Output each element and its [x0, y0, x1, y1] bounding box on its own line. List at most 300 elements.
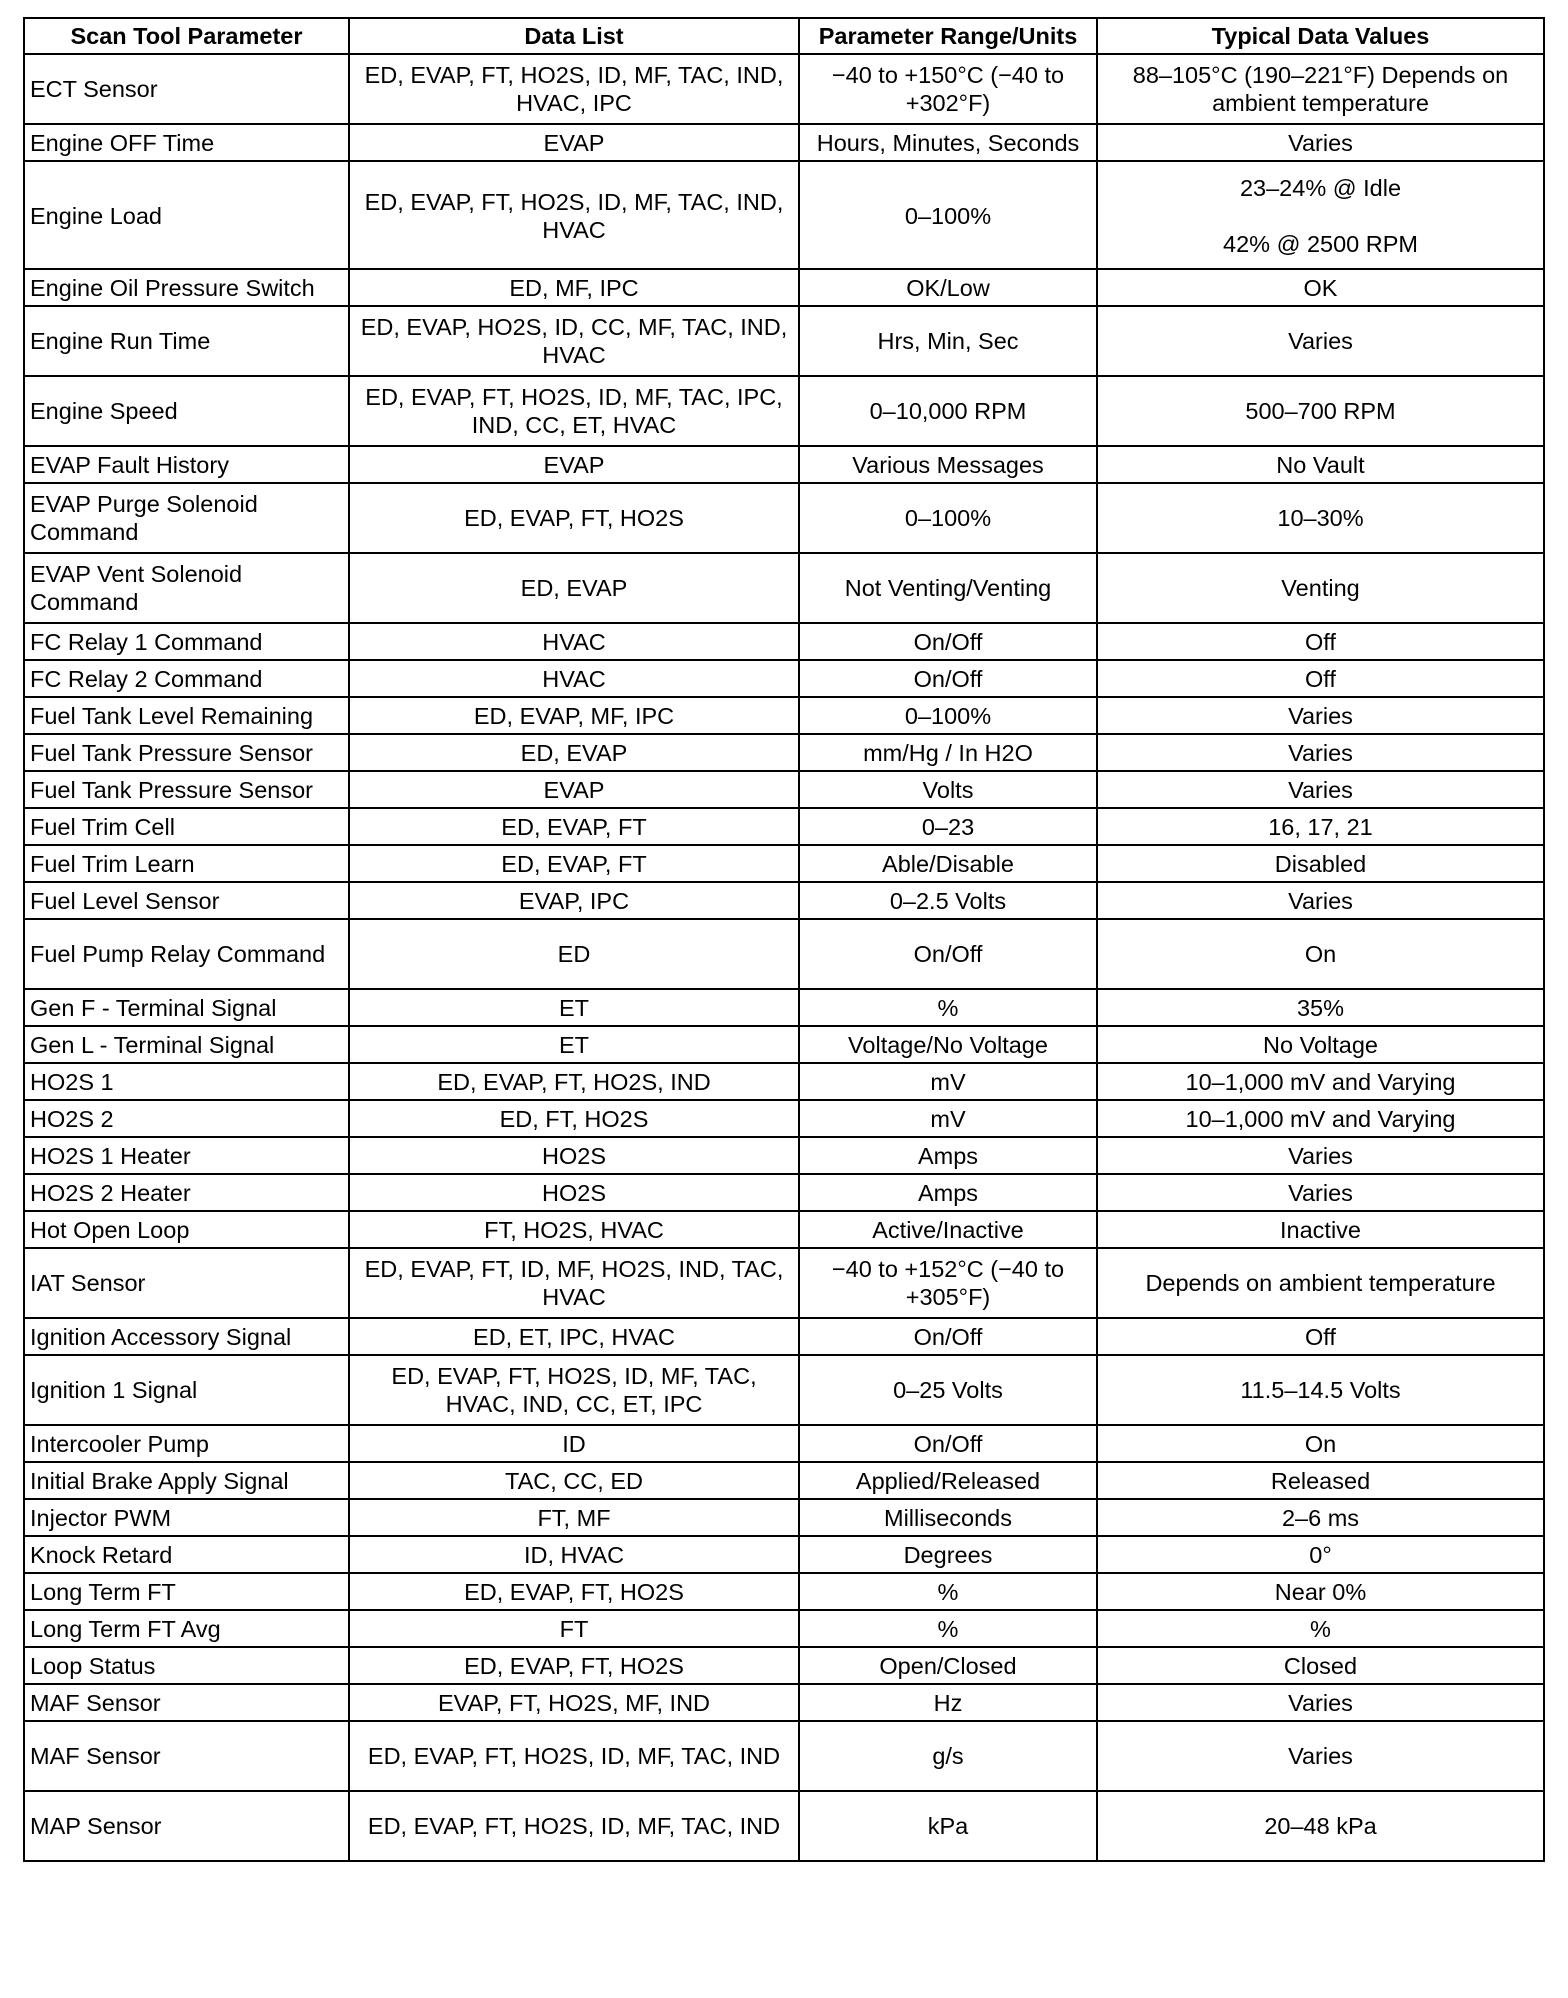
cell-parameter-range-units-text: Applied/Released — [855, 1467, 1041, 1494]
cell-parameter-range-units — [799, 1063, 1097, 1100]
cell-parameter-range-units-text: Milliseconds — [884, 1504, 1012, 1531]
cell-data-list — [349, 376, 799, 446]
cell-typical-data-values-text: OK — [1303, 274, 1338, 301]
cell-data-list-text: FT, HO2S, HVAC — [484, 1216, 664, 1243]
cell-data-list-text: ED, EVAP, FT, HO2S, ID, MF, TAC, IND, HVAC, IPC — [364, 62, 784, 116]
cell-typical-data-values — [1097, 989, 1544, 1026]
cell-data-list — [349, 1355, 799, 1425]
cell-data-list-text: ED, EVAP, FT, HO2S, ID, MF, TAC, IND, HVAC — [364, 188, 784, 243]
cell-typical-data-values — [1097, 1721, 1544, 1791]
table-row — [24, 483, 1544, 553]
cell-parameter-range-units — [799, 1791, 1097, 1861]
cell-scan-tool-parameter — [24, 376, 349, 446]
cell-typical-data-values-text: 500–700 RPM — [1245, 398, 1396, 424]
table-row — [24, 54, 1544, 124]
cell-parameter-range-units-text: 0–10,000 RPM — [869, 398, 1027, 424]
cell-parameter-range-units-text: Volts — [922, 776, 974, 803]
cell-typical-data-values-text: Varies — [1288, 1179, 1353, 1206]
cell-scan-tool-parameter — [24, 1355, 349, 1425]
cell-scan-tool-parameter-text: MAF Sensor — [30, 1743, 161, 1769]
cell-data-list-text: ED, EVAP, FT, HO2S — [464, 1652, 684, 1679]
cell-data-list — [349, 1499, 799, 1536]
cell-data-list-text: EVAP — [543, 451, 605, 478]
cell-parameter-range-units — [799, 1610, 1097, 1647]
cell-scan-tool-parameter — [24, 1211, 349, 1248]
cell-scan-tool-parameter — [24, 1647, 349, 1684]
cell-typical-data-values-text: 10–1,000 mV and Varying — [1185, 1105, 1456, 1132]
cell-typical-data-values — [1097, 1026, 1544, 1063]
cell-parameter-range-units — [799, 771, 1097, 808]
table-row — [24, 269, 1544, 306]
cell-data-list — [349, 1684, 799, 1721]
cell-scan-tool-parameter-text: Engine Oil Pressure Switch — [30, 274, 315, 301]
table-row — [24, 1647, 1544, 1684]
cell-parameter-range-units — [799, 1211, 1097, 1248]
cell-parameter-range-units — [799, 1721, 1097, 1791]
cell-parameter-range-units-text: 0–2.5 Volts — [889, 887, 1007, 914]
cell-typical-data-values-text: Off — [1305, 628, 1336, 655]
cell-data-list-text: ED, FT, HO2S — [499, 1105, 649, 1132]
cell-typical-data-values — [1097, 306, 1544, 376]
table-row — [24, 1174, 1544, 1211]
cell-scan-tool-parameter-text: Fuel Pump Relay Command — [30, 941, 326, 967]
cell-parameter-range-units — [799, 124, 1097, 161]
cell-data-list-text: EVAP, IPC — [518, 887, 630, 914]
cell-parameter-range-units — [799, 845, 1097, 882]
table-row — [24, 734, 1544, 771]
cell-scan-tool-parameter — [24, 734, 349, 771]
cell-scan-tool-parameter — [24, 553, 349, 623]
table-row — [24, 1536, 1544, 1573]
cell-typical-data-values — [1097, 1425, 1544, 1462]
cell-typical-data-values — [1097, 1211, 1544, 1248]
table-row — [24, 697, 1544, 734]
cell-typical-data-values-text: No Vault — [1276, 451, 1365, 478]
cell-typical-data-values — [1097, 1063, 1544, 1100]
cell-typical-data-values-text: Disabled — [1274, 850, 1367, 877]
cell-scan-tool-parameter-text: HO2S 2 Heater — [30, 1179, 191, 1206]
table-row — [24, 1791, 1544, 1861]
cell-typical-data-values-text: 2–6 ms — [1281, 1504, 1360, 1531]
cell-parameter-range-units-text: % — [937, 994, 959, 1021]
cell-scan-tool-parameter — [24, 1536, 349, 1573]
cell-scan-tool-parameter — [24, 697, 349, 734]
cell-data-list — [349, 1137, 799, 1174]
cell-scan-tool-parameter — [24, 306, 349, 376]
cell-typical-data-values — [1097, 919, 1544, 989]
cell-data-list — [349, 1100, 799, 1137]
cell-typical-data-values — [1097, 1573, 1544, 1610]
cell-data-list — [349, 734, 799, 771]
cell-typical-data-values — [1097, 1791, 1544, 1861]
cell-data-list-text: ET — [558, 994, 590, 1021]
cell-typical-data-values-text: 35% — [1296, 994, 1345, 1021]
cell-typical-data-values — [1097, 808, 1544, 845]
cell-parameter-range-units — [799, 1425, 1097, 1462]
cell-parameter-range-units — [799, 1137, 1097, 1174]
cell-typical-data-values — [1097, 161, 1544, 269]
cell-parameter-range-units — [799, 483, 1097, 553]
table-row — [24, 845, 1544, 882]
cell-data-list-text: ED, EVAP, FT, HO2S — [464, 1578, 684, 1605]
cell-typical-data-values-text: 11.5–14.5 Volts — [1240, 1377, 1401, 1403]
cell-scan-tool-parameter — [24, 1573, 349, 1610]
cell-data-list-text: HO2S — [542, 1179, 606, 1206]
cell-scan-tool-parameter — [24, 54, 349, 124]
table-row — [24, 1248, 1544, 1318]
cell-data-list — [349, 1610, 799, 1647]
cell-parameter-range-units — [799, 553, 1097, 623]
cell-scan-tool-parameter — [24, 1318, 349, 1355]
cell-typical-data-values — [1097, 1355, 1544, 1425]
cell-typical-data-values-text: 88–105°C (190–221°F) Depends on ambient temperature — [1132, 62, 1509, 116]
cell-scan-tool-parameter-text: Loop Status — [30, 1652, 156, 1679]
cell-data-list-text: TAC, CC, ED — [505, 1467, 643, 1494]
cell-parameter-range-units-text: OK/Low — [906, 274, 990, 301]
cell-parameter-range-units-text: 0–100% — [904, 505, 992, 531]
cell-typical-data-values-text: Venting — [1281, 575, 1360, 601]
cell-scan-tool-parameter-text: Fuel Trim Cell — [30, 813, 175, 840]
cell-scan-tool-parameter — [24, 1462, 349, 1499]
table-row — [24, 1137, 1544, 1174]
cell-data-list — [349, 1462, 799, 1499]
cell-scan-tool-parameter — [24, 882, 349, 919]
table-row — [24, 808, 1544, 845]
cell-scan-tool-parameter — [24, 623, 349, 660]
cell-scan-tool-parameter-text: Engine Speed — [30, 398, 178, 424]
cell-scan-tool-parameter — [24, 660, 349, 697]
table-row — [24, 1684, 1544, 1721]
cell-parameter-range-units-text: % — [937, 1578, 959, 1605]
cell-parameter-range-units — [799, 1684, 1097, 1721]
cell-data-list — [349, 1174, 799, 1211]
cell-parameter-range-units-text: Amps — [917, 1142, 979, 1169]
cell-scan-tool-parameter-text: Hot Open Loop — [30, 1216, 190, 1243]
cell-data-list — [349, 1318, 799, 1355]
cell-data-list-text: ID — [562, 1430, 586, 1457]
cell-data-list — [349, 124, 799, 161]
cell-parameter-range-units-text: Voltage/No Voltage — [848, 1031, 1048, 1058]
cell-parameter-range-units — [799, 808, 1097, 845]
cell-typical-data-values-text: 16, 17, 21 — [1268, 813, 1373, 840]
cell-data-list — [349, 1026, 799, 1063]
table-row — [24, 882, 1544, 919]
cell-parameter-range-units-text: On/Off — [913, 1430, 983, 1457]
cell-data-list — [349, 446, 799, 483]
cell-scan-tool-parameter-text: Gen L - Terminal Signal — [30, 1031, 275, 1058]
cell-typical-data-values-text: Inactive — [1280, 1216, 1361, 1243]
cell-scan-tool-parameter — [24, 1425, 349, 1462]
cell-parameter-range-units-text: Able/Disable — [882, 850, 1014, 877]
cell-parameter-range-units — [799, 1573, 1097, 1610]
cell-scan-tool-parameter — [24, 808, 349, 845]
cell-data-list — [349, 1063, 799, 1100]
cell-data-list — [349, 1536, 799, 1573]
cell-data-list-text: EVAP — [543, 129, 605, 156]
cell-scan-tool-parameter-text: HO2S 1 Heater — [30, 1142, 191, 1169]
cell-data-list — [349, 483, 799, 553]
cell-scan-tool-parameter-text: Long Term FT Avg — [30, 1615, 221, 1642]
cell-data-list-text: ED — [557, 941, 591, 967]
cell-typical-data-values-text: Closed — [1283, 1652, 1358, 1679]
cell-scan-tool-parameter-text: Gen F - Terminal Signal — [30, 994, 277, 1021]
cell-parameter-range-units — [799, 446, 1097, 483]
cell-typical-data-values — [1097, 1318, 1544, 1355]
header-typical-data-values: Typical Data Values — [1097, 18, 1544, 54]
cell-parameter-range-units-text: g/s — [932, 1743, 964, 1769]
table-body — [24, 54, 1544, 1861]
cell-scan-tool-parameter — [24, 1499, 349, 1536]
cell-scan-tool-parameter-text: FC Relay 2 Command — [30, 665, 263, 692]
cell-parameter-range-units — [799, 376, 1097, 446]
cell-data-list — [349, 882, 799, 919]
cell-scan-tool-parameter — [24, 1063, 349, 1100]
table-row — [24, 161, 1544, 269]
cell-typical-data-values — [1097, 54, 1544, 124]
cell-typical-data-values — [1097, 553, 1544, 623]
cell-typical-data-values — [1097, 1100, 1544, 1137]
cell-typical-data-values — [1097, 1248, 1544, 1318]
cell-parameter-range-units-text: Hz — [933, 1689, 963, 1716]
cell-typical-data-values-text: Depends on ambient temperature — [1145, 1270, 1496, 1296]
table-row — [24, 306, 1544, 376]
cell-data-list-text: ID, HVAC — [523, 1541, 625, 1568]
table-row — [24, 1211, 1544, 1248]
cell-scan-tool-parameter-text: MAP Sensor — [30, 1813, 162, 1839]
cell-typical-data-values-text: On — [1304, 941, 1337, 967]
cell-scan-tool-parameter-text: Long Term FT — [30, 1578, 176, 1605]
cell-parameter-range-units-text: mV — [930, 1068, 966, 1095]
cell-data-list-text: ED, EVAP, MF, IPC — [473, 702, 675, 729]
cell-parameter-range-units-text: % — [937, 1615, 959, 1642]
cell-scan-tool-parameter-text: Engine OFF Time — [30, 129, 215, 156]
table-row — [24, 1063, 1544, 1100]
cell-data-list — [349, 623, 799, 660]
cell-parameter-range-units — [799, 1318, 1097, 1355]
cell-data-list-text: ED, EVAP — [520, 575, 628, 601]
cell-parameter-range-units-text: Degrees — [903, 1541, 993, 1568]
table-row — [24, 124, 1544, 161]
cell-parameter-range-units — [799, 660, 1097, 697]
cell-scan-tool-parameter — [24, 919, 349, 989]
cell-typical-data-values-text: On — [1304, 1430, 1337, 1457]
cell-data-list — [349, 989, 799, 1026]
cell-parameter-range-units — [799, 1026, 1097, 1063]
cell-scan-tool-parameter-text: HO2S 2 — [30, 1105, 114, 1132]
cell-scan-tool-parameter — [24, 124, 349, 161]
cell-scan-tool-parameter — [24, 1721, 349, 1791]
cell-typical-data-values — [1097, 1536, 1544, 1573]
cell-typical-data-values-text: Varies — [1288, 1142, 1353, 1169]
table-row — [24, 1355, 1544, 1425]
cell-scan-tool-parameter — [24, 989, 349, 1026]
table-row — [24, 1462, 1544, 1499]
cell-data-list — [349, 54, 799, 124]
table-row — [24, 919, 1544, 989]
table-row — [24, 1026, 1544, 1063]
table-row — [24, 1425, 1544, 1462]
cell-typical-data-values — [1097, 269, 1544, 306]
cell-data-list-text: ED, EVAP, FT — [501, 850, 647, 877]
cell-scan-tool-parameter — [24, 483, 349, 553]
cell-typical-data-values — [1097, 1137, 1544, 1174]
cell-data-list-text: ED, MF, IPC — [509, 274, 639, 301]
cell-typical-data-values-text: Varies — [1288, 1743, 1353, 1769]
cell-typical-data-values-text: 20–48 kPa — [1264, 1813, 1377, 1839]
cell-data-list — [349, 1791, 799, 1861]
cell-parameter-range-units-text: −40 to +152°C (−40 to +305°F) — [831, 1256, 1065, 1310]
cell-data-list-text: EVAP — [543, 776, 605, 803]
cell-parameter-range-units — [799, 54, 1097, 124]
cell-scan-tool-parameter — [24, 446, 349, 483]
cell-typical-data-values-text: Varies — [1288, 776, 1353, 803]
cell-typical-data-values-text: Varies — [1288, 739, 1353, 766]
cell-data-list-text: HO2S — [542, 1142, 606, 1169]
table-row — [24, 660, 1544, 697]
cell-data-list-text: HVAC — [542, 628, 606, 655]
cell-scan-tool-parameter-text: Fuel Trim Learn — [30, 850, 195, 877]
header-scan-tool-parameter: Scan Tool Parameter — [24, 18, 349, 54]
cell-typical-data-values-text: Varies — [1288, 328, 1353, 354]
table-row — [24, 446, 1544, 483]
cell-typical-data-values — [1097, 1647, 1544, 1684]
cell-typical-data-values — [1097, 660, 1544, 697]
scan-tool-parameter-table — [23, 17, 1545, 1862]
cell-typical-data-values — [1097, 623, 1544, 660]
cell-data-list-text: EVAP, FT, HO2S, MF, IND — [437, 1689, 711, 1716]
cell-data-list-text: ED, ET, IPC, HVAC — [473, 1323, 675, 1350]
cell-typical-data-values — [1097, 771, 1544, 808]
cell-typical-data-values — [1097, 1610, 1544, 1647]
cell-scan-tool-parameter-text: Fuel Tank Level Remaining — [30, 702, 314, 729]
cell-typical-data-values — [1097, 376, 1544, 446]
cell-data-list-text: ED, EVAP, FT, HO2S, ID, MF, TAC, IND — [367, 1813, 781, 1839]
table-row — [24, 1499, 1544, 1536]
cell-data-list-text: FT — [559, 1615, 589, 1642]
cell-typical-data-values — [1097, 1174, 1544, 1211]
cell-scan-tool-parameter — [24, 1026, 349, 1063]
cell-parameter-range-units — [799, 1536, 1097, 1573]
cell-data-list-text: ED, EVAP, FT, HO2S — [464, 505, 684, 531]
cell-parameter-range-units — [799, 269, 1097, 306]
cell-data-list — [349, 269, 799, 306]
cell-typical-data-values — [1097, 1684, 1544, 1721]
cell-data-list — [349, 808, 799, 845]
cell-typical-data-values-text: Varies — [1288, 1689, 1353, 1716]
cell-parameter-range-units-text: 0–23 — [921, 813, 975, 840]
cell-typical-data-values-text: Varies — [1288, 129, 1353, 156]
cell-typical-data-values — [1097, 1499, 1544, 1536]
table-row — [24, 1100, 1544, 1137]
cell-data-list — [349, 161, 799, 269]
cell-scan-tool-parameter-text: EVAP Purge Solenoid Command — [30, 491, 258, 545]
cell-typical-data-values-text: 0° — [1309, 1541, 1332, 1568]
table-row — [24, 771, 1544, 808]
cell-scan-tool-parameter — [24, 1684, 349, 1721]
cell-data-list-text: ED, EVAP, FT — [501, 813, 647, 840]
cell-scan-tool-parameter — [24, 1174, 349, 1211]
cell-parameter-range-units — [799, 1174, 1097, 1211]
cell-typical-data-values-text: Varies — [1288, 702, 1353, 729]
cell-typical-data-values — [1097, 697, 1544, 734]
cell-data-list — [349, 697, 799, 734]
table-row — [24, 623, 1544, 660]
cell-data-list — [349, 1647, 799, 1684]
cell-parameter-range-units — [799, 882, 1097, 919]
cell-data-list-text: ED, EVAP, FT, HO2S, ID, MF, TAC, IND — [367, 1743, 781, 1769]
cell-scan-tool-parameter-text: HO2S 1 — [30, 1068, 114, 1095]
cell-data-list-text: ED, EVAP, FT, HO2S, IND — [437, 1068, 711, 1095]
cell-parameter-range-units-text: 0–25 Volts — [893, 1377, 1003, 1403]
cell-data-list — [349, 1425, 799, 1462]
cell-data-list — [349, 553, 799, 623]
cell-typical-data-values-text: 23–24% @ Idle 42% @ 2500 RPM — [1223, 174, 1418, 257]
cell-typical-data-values-text: Released — [1270, 1467, 1371, 1494]
cell-parameter-range-units-text: mm/Hg / In H2O — [863, 739, 1033, 766]
cell-parameter-range-units-text: 0–100% — [904, 702, 992, 729]
cell-parameter-range-units — [799, 1462, 1097, 1499]
cell-scan-tool-parameter-text: Ignition Accessory Signal — [30, 1323, 292, 1350]
cell-typical-data-values-text: Off — [1305, 1323, 1336, 1350]
cell-parameter-range-units — [799, 697, 1097, 734]
table-row — [24, 1721, 1544, 1791]
cell-parameter-range-units-text: On/Off — [913, 1323, 983, 1350]
cell-typical-data-values — [1097, 124, 1544, 161]
cell-parameter-range-units-text: On/Off — [913, 628, 983, 655]
header-data-list: Data List — [349, 18, 799, 54]
cell-parameter-range-units — [799, 623, 1097, 660]
cell-typical-data-values — [1097, 1462, 1544, 1499]
cell-parameter-range-units-text: 0–100% — [904, 202, 992, 229]
cell-data-list — [349, 845, 799, 882]
cell-data-list — [349, 1573, 799, 1610]
cell-data-list-text: ED, EVAP — [520, 739, 628, 766]
cell-parameter-range-units — [799, 1100, 1097, 1137]
cell-data-list-text: ET — [558, 1031, 590, 1058]
cell-parameter-range-units — [799, 1248, 1097, 1318]
cell-typical-data-values-text: % — [1310, 1615, 1331, 1642]
cell-scan-tool-parameter — [24, 771, 349, 808]
cell-scan-tool-parameter-text: Ignition 1 Signal — [30, 1377, 198, 1403]
cell-parameter-range-units — [799, 1647, 1097, 1684]
cell-data-list-text: FT, MF — [537, 1504, 611, 1531]
cell-scan-tool-parameter — [24, 1610, 349, 1647]
cell-data-list-text: ED, EVAP, FT, HO2S, ID, MF, TAC, HVAC, IND, CC, ET, IPC — [391, 1363, 757, 1417]
cell-scan-tool-parameter-text: EVAP Fault History — [30, 451, 229, 478]
cell-typical-data-values-text: Near 0% — [1274, 1578, 1367, 1605]
cell-scan-tool-parameter — [24, 1137, 349, 1174]
cell-parameter-range-units-text: Hrs, Min, Sec — [877, 328, 1019, 354]
cell-data-list-text: ED, EVAP, FT, ID, MF, HO2S, IND, TAC, HVAC — [364, 1256, 784, 1310]
table-header-row — [24, 18, 1544, 54]
cell-parameter-range-units — [799, 161, 1097, 269]
cell-data-list — [349, 1211, 799, 1248]
cell-scan-tool-parameter — [24, 269, 349, 306]
table-row — [24, 553, 1544, 623]
cell-parameter-range-units — [799, 734, 1097, 771]
cell-parameter-range-units-text: On/Off — [913, 941, 983, 967]
table-row — [24, 1573, 1544, 1610]
cell-scan-tool-parameter-text: Engine Load — [30, 202, 162, 229]
cell-data-list-text: ED, EVAP, HO2S, ID, CC, MF, TAC, IND, HVAC — [360, 314, 788, 368]
cell-typical-data-values — [1097, 446, 1544, 483]
cell-scan-tool-parameter — [24, 1791, 349, 1861]
cell-data-list — [349, 660, 799, 697]
cell-parameter-range-units — [799, 989, 1097, 1026]
cell-data-list — [349, 1721, 799, 1791]
cell-scan-tool-parameter-text: IAT Sensor — [30, 1270, 146, 1296]
cell-data-list — [349, 771, 799, 808]
